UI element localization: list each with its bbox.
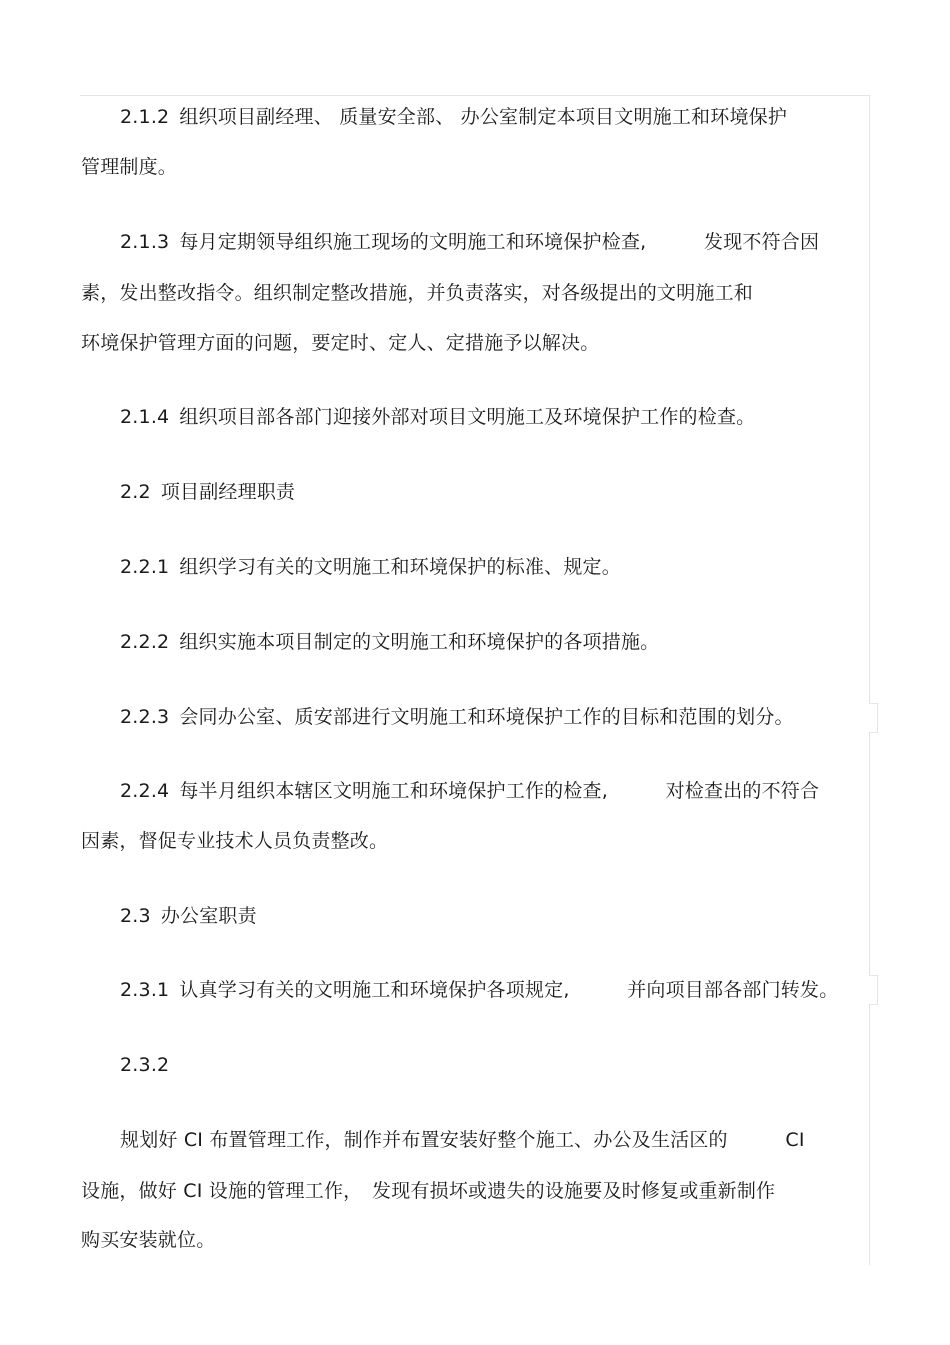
section-number: 2.2 xyxy=(120,481,151,503)
section-title: 办公室职责 xyxy=(160,905,257,927)
margin-tick xyxy=(869,975,878,1005)
clause-2-1-2-continuation xyxy=(81,154,177,180)
clause-text: 组织实施本项目制定的文明施工和环境保护的各项措施。 xyxy=(179,631,660,653)
clause-2-2-4 xyxy=(120,778,819,804)
clause-text: 认真学习有关的文明施工和环境保护各项规定, 并向项目部各部门转发。 xyxy=(179,979,839,1001)
clause-2-2-3 xyxy=(120,704,794,730)
clause-text: 购买安装就位。 xyxy=(81,1229,216,1251)
clause-2-3-2 xyxy=(120,1052,179,1078)
clause-2-3-2-continuation xyxy=(81,1227,215,1253)
clause-2-1-3 xyxy=(120,229,819,255)
clause-text: 组织项目副经理、 质量安全部、 办公室制定本项目文明施工和环境保护 xyxy=(179,106,788,128)
clause-2-1-2 xyxy=(120,104,787,130)
clause-text: 因素，督促专业技术人员负责整改。 xyxy=(81,830,389,852)
section-2-3-heading xyxy=(120,903,257,929)
clause-number: 2.1.3 xyxy=(120,231,170,253)
clause-number: 2.2.1 xyxy=(120,556,170,578)
clause-text: 管理制度。 xyxy=(81,156,178,178)
clause-text: 组织项目部各部门迎接外部对项目文明施工及环境保护工作的检查。 xyxy=(179,406,756,428)
clause-text: 每月定期领导组织施工现场的文明施工和环境保护检查, 发现不符合因 xyxy=(179,231,820,253)
clause-text: 素，发出整改指令。组织制定整改措施，并负责落实，对各级提出的文明施工和 xyxy=(81,282,754,304)
clause-text: 环境保护管理方面的问题，要定时、定人、定措施予以解决。 xyxy=(81,332,600,354)
clause-2-3-2-continuation xyxy=(81,1178,775,1204)
clause-text: 组织学习有关的文明施工和环境保护的标准、规定。 xyxy=(179,556,621,578)
clause-2-2-1 xyxy=(120,554,621,580)
clause-number: 2.2.4 xyxy=(120,780,170,802)
clause-number: 2.3.2 xyxy=(120,1054,170,1076)
section-2-2-heading xyxy=(120,479,295,505)
clause-text: 设施，做好 CI 设施的管理工作， 发现有损坏或遗失的设施要及时修复或重新制作 xyxy=(81,1180,776,1202)
clause-text: 每半月组织本辖区文明施工和环境保护工作的检查, 对检查出的不符合 xyxy=(179,780,820,802)
clause-2-1-4 xyxy=(120,404,755,430)
page-frame-top xyxy=(80,95,870,96)
clause-2-3-2-body xyxy=(120,1127,805,1153)
section-number: 2.3 xyxy=(120,905,151,927)
clause-2-2-2 xyxy=(120,629,659,655)
clause-text: 会同办公室、质安部进行文明施工和环境保护工作的目标和范围的划分。 xyxy=(179,706,794,728)
clause-2-1-3-continuation xyxy=(81,280,753,306)
clause-2-2-4-continuation xyxy=(81,828,388,854)
clause-2-1-3-continuation xyxy=(81,330,599,356)
clause-2-3-1 xyxy=(120,977,838,1003)
page-frame-right xyxy=(869,95,870,1265)
margin-tick xyxy=(869,703,878,733)
clause-number: 2.3.1 xyxy=(120,979,170,1001)
section-title: 项目副经理职责 xyxy=(160,481,296,503)
clause-number: 2.2.3 xyxy=(120,706,170,728)
clause-number: 2.2.2 xyxy=(120,631,170,653)
clause-number: 2.1.2 xyxy=(120,106,170,128)
clause-text: 规划好 CI 布置管理工作，制作并布置安装好整个施工、办公及生活区的 CI xyxy=(120,1129,805,1151)
clause-number: 2.1.4 xyxy=(120,406,170,428)
